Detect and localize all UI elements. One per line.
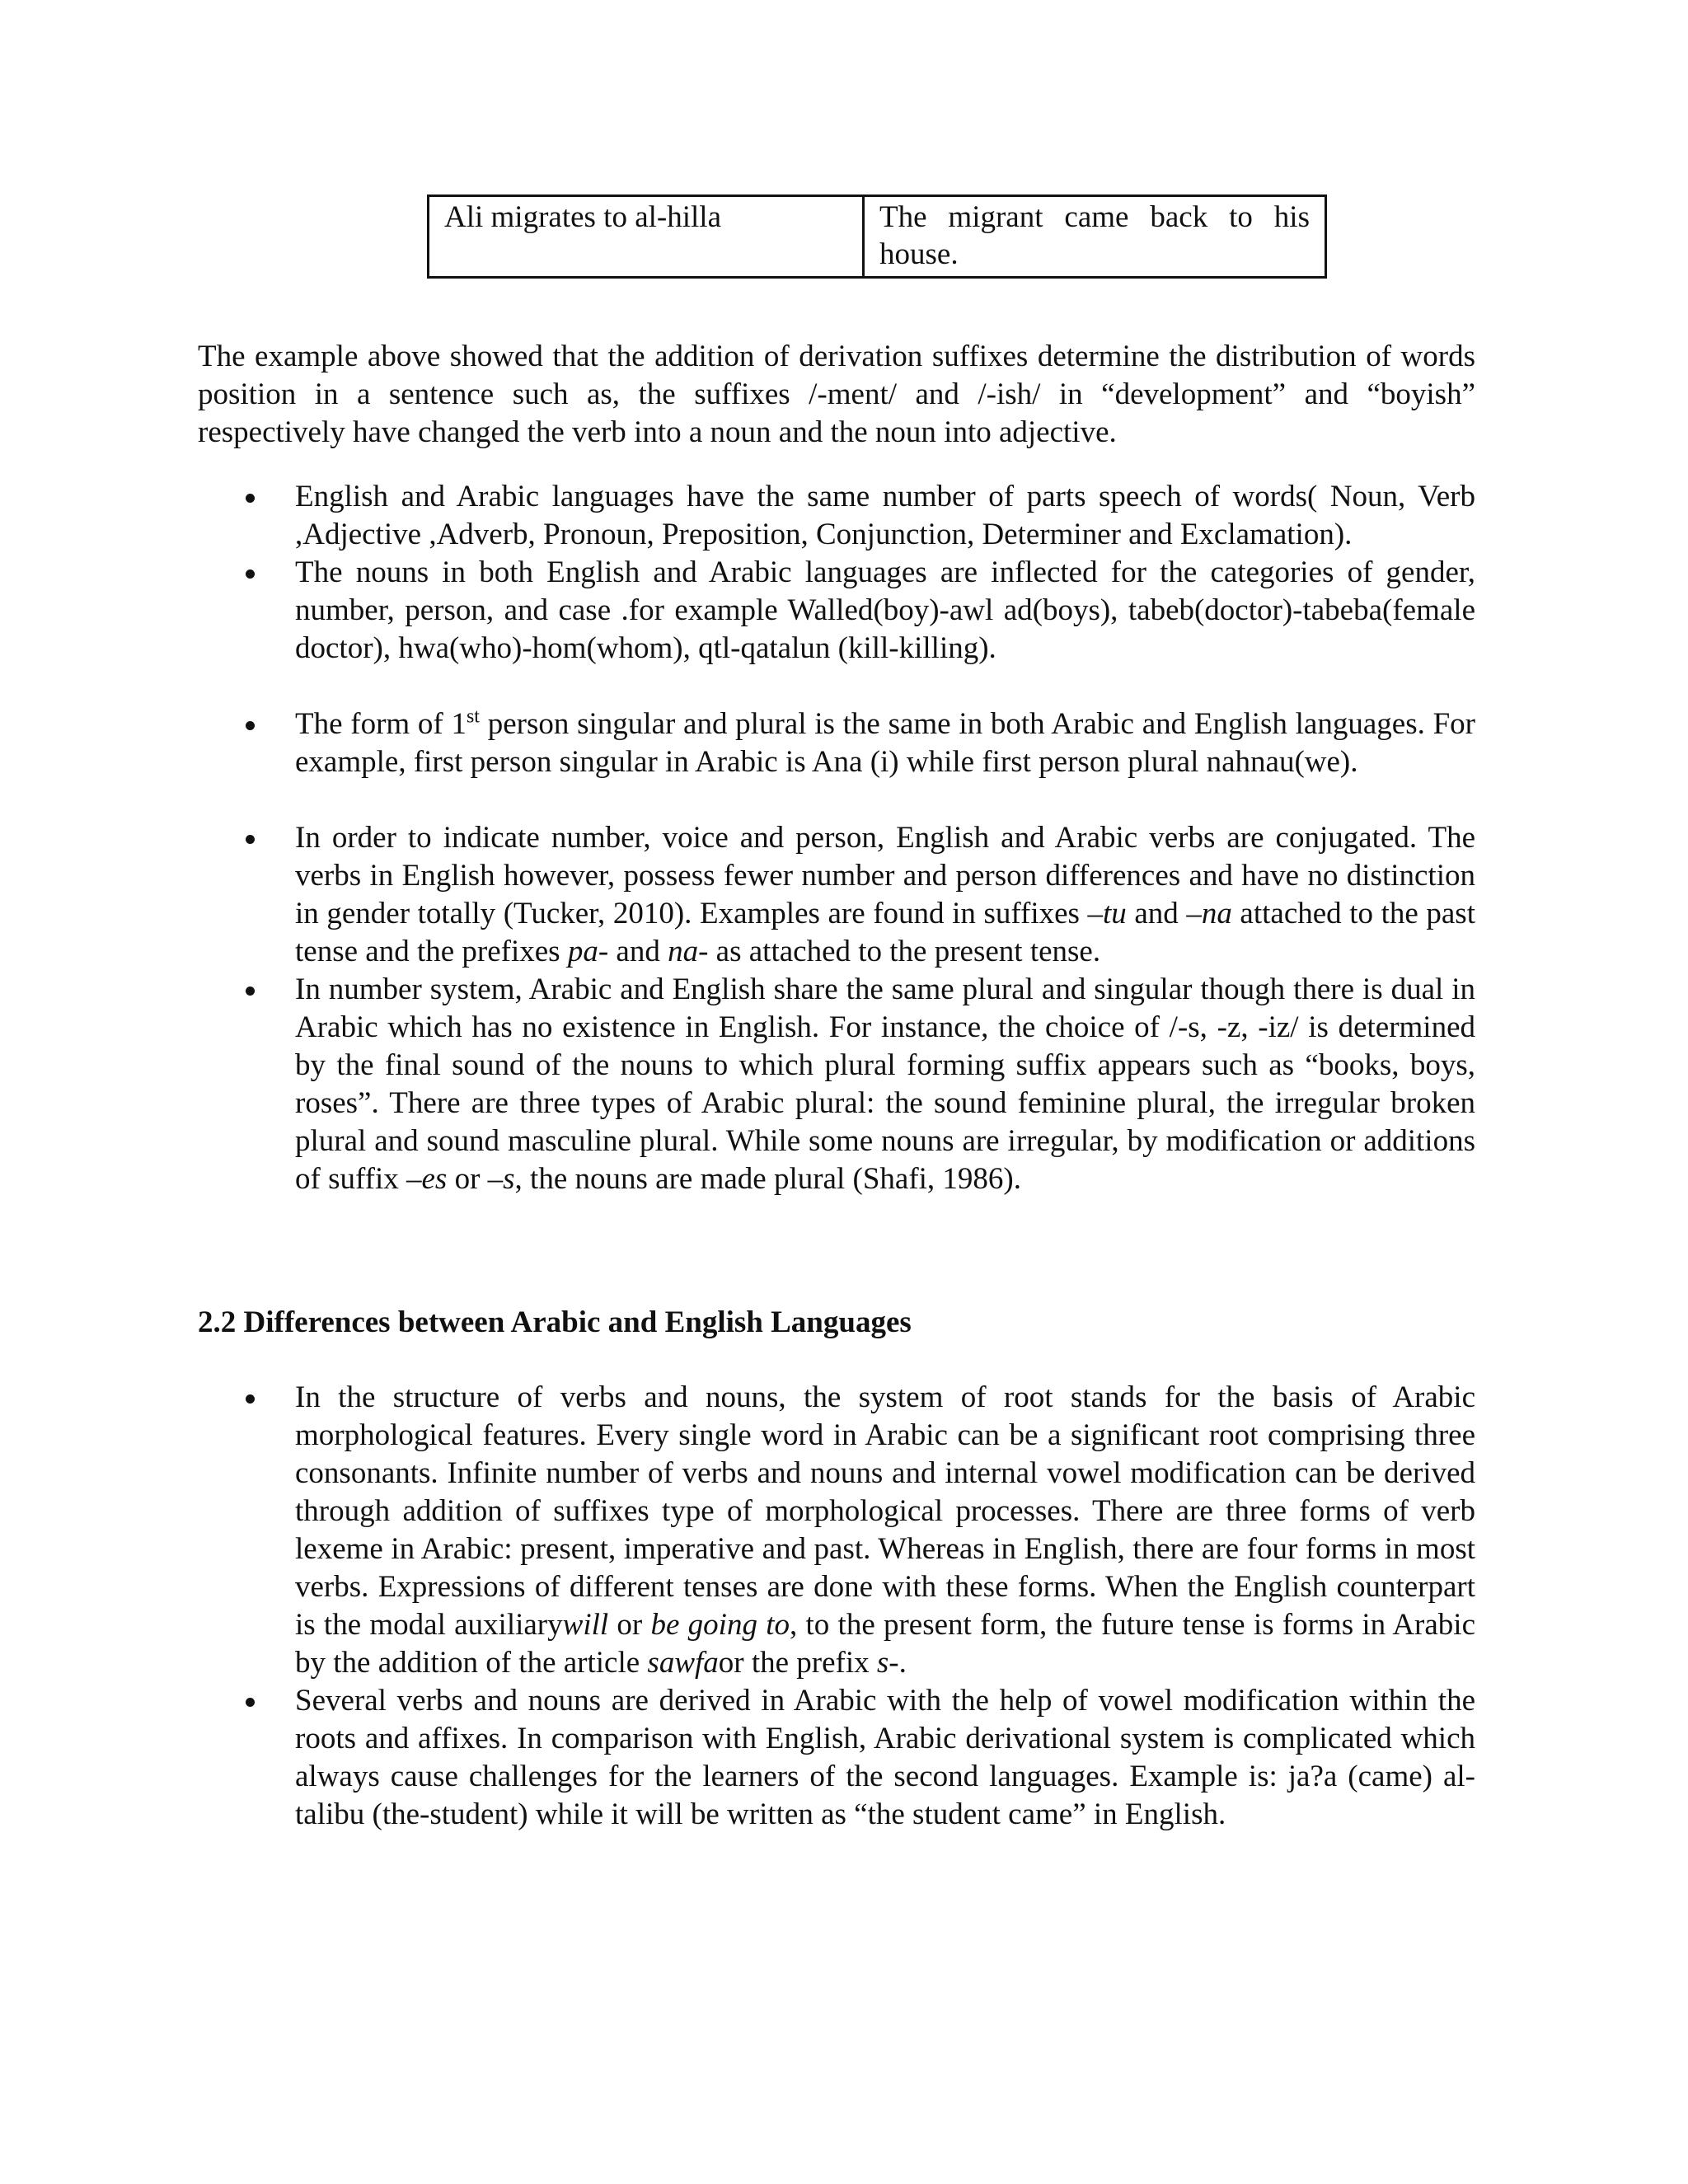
list-item-text: or: [447, 1162, 488, 1196]
list-item-text: English and Arabic languages have the same number of parts speech of words( Noun, Verb ,Adjective ,Adverb, Pronoun, Preposition, Conjunction, Determiner and Exclamation).: [295, 480, 1475, 551]
differences-list: [198, 1379, 1475, 1834]
bullet-icon: [246, 721, 255, 730]
section-heading: 2.2 Differences between Arabic and English Languages: [198, 1305, 912, 1339]
list-item-text: , to the present form, the future tense is forms in Arabic by the addition of the article: [295, 1608, 1476, 1680]
italic-text: will: [562, 1608, 609, 1642]
italic-text: –tu: [1087, 897, 1127, 930]
list-item-text: The form of 1: [295, 707, 467, 741]
italic-text: –s: [487, 1162, 515, 1196]
superscript: st: [466, 705, 480, 728]
list-item-text: or the prefix: [718, 1646, 877, 1680]
list-item: [198, 819, 1475, 971]
list-item: [198, 478, 1475, 554]
bullet-icon: [246, 494, 255, 503]
bullet-icon: [246, 987, 255, 996]
table-cell: The migrant came back to his house.: [864, 196, 1326, 278]
list-item-text: or: [608, 1608, 651, 1642]
list-item: [198, 1682, 1475, 1834]
italic-text: pa-: [567, 935, 609, 968]
italic-text: na-: [668, 935, 709, 968]
bullet-icon: [246, 1698, 255, 1707]
intro-paragraph: The example above showed that the addition of derivation suffixes determine the distribution of words position in a sentence such as, the suffixes /-ment/ and /-ish/ in “development” and “boyish” respectively have changed the verb into a noun and the noun into adjective.: [198, 340, 1475, 449]
italic-text: –na: [1186, 897, 1232, 930]
table-row: [429, 196, 1326, 278]
list-item-text: and: [608, 935, 668, 968]
italic-text: –es: [406, 1162, 448, 1196]
list-item-text: In the structure of verbs and nouns, the system of root stands for the basis of Arabic morphological features. Every single word in Arabic can be a significant root comprising three consonants. Infinite number of verbs and nouns and internal vowel modification can be derived through addition of suffixes type of morphological processes. There are three forms of verb lexeme in Arabic: present, imperative and past. Whereas in English, there are four forms in most verbs. Expressions of different tenses are done with these forms. When the English counterpart is the modal auxiliary: [295, 1380, 1475, 1642]
italic-text: s-: [876, 1646, 899, 1680]
list-item-text: and: [1126, 897, 1187, 930]
list-item-text: as attached to the present tense.: [708, 935, 1101, 968]
list-item-text: Several verbs and nouns are derived in Arabic with the help of vowel modification within the roots and affixes. In comparison with English, Arabic derivational system is complicated which always cause challenges for the learners of the second languages. Example is: ja?a (came) al-talibu (the-student) while it will be written as “the student came” in English.: [295, 1684, 1475, 1831]
list-item-text: attached to the past tense and the prefixes: [295, 897, 1475, 968]
bullet-icon: [246, 1394, 255, 1404]
similarities-list: [198, 478, 1475, 1198]
list-item: [198, 705, 1475, 781]
list-item-text: person singular and plural is the same in both Arabic and English languages. For example, first person singular in Arabic is Ana (i) while first person plural nahnau(we).: [295, 707, 1475, 779]
bullet-icon: [246, 835, 255, 844]
list-item-text: In number system, Arabic and English share the same plural and singular though there is dual in Arabic which has no existence in English. For instance, the choice of /-s, -z, -iz/ is determined by the final sound of the nouns to which plural forming suffix appears such as “books, boys, roses”. There are three types of Arabic plural: the sound feminine plural, the irregular broken plural and sound masculine plural. While some nouns are irregular, by modification or additions of suffix: [295, 972, 1475, 1196]
italic-text: sawfa: [647, 1646, 719, 1680]
list-item-text: The nouns in both English and Arabic languages are inflected for the categories of gender, number, person, and case .for example Walled(boy)-awl ad(boys), tabeb(doctor)-tabeba(female doctor), hwa(who)-hom(whom), qtl-qatalun (kill-killing).: [295, 555, 1475, 665]
list-item-text: .: [898, 1646, 907, 1680]
list-item: [198, 1379, 1475, 1682]
bullet-icon: [246, 569, 255, 579]
list-item-text: In order to indicate number, voice and person, English and Arabic verbs are conjugated. The verbs in English however, possess fewer number and person differences and have no distinction in gender totally (Tucker, 2010). Examples are found in suffixes: [295, 821, 1475, 930]
list-item: [198, 971, 1475, 1198]
list-item-text: , the nouns are made plural (Shafi, 1986).: [514, 1162, 1021, 1196]
example-table: [427, 194, 1327, 279]
list-item: [198, 554, 1475, 668]
table-cell: Ali migrates to al-hilla: [429, 196, 864, 278]
italic-text: be going to: [650, 1608, 790, 1642]
